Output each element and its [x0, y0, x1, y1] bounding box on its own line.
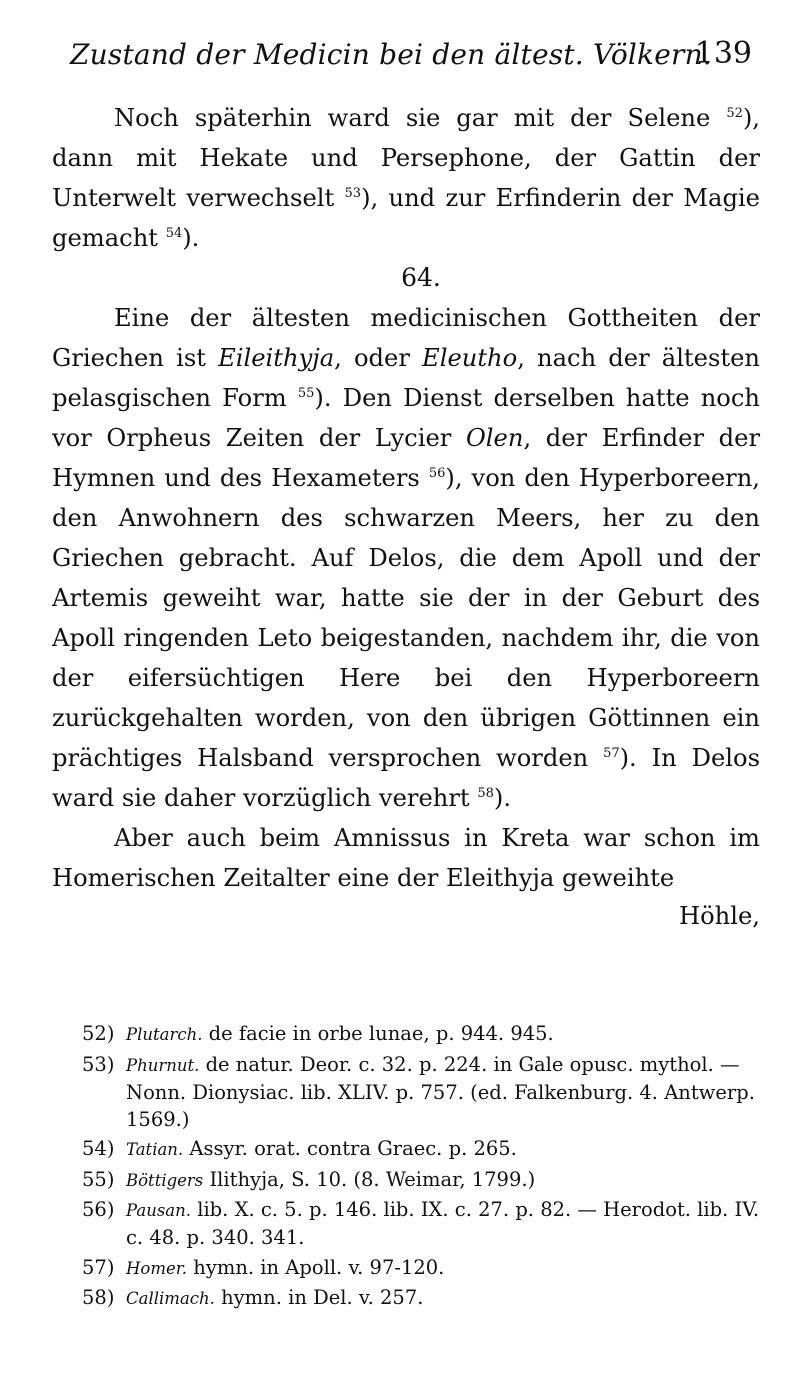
paragraph-3 [52, 818, 760, 898]
text-run: ). In Delos ward sie daher vorzüglich verehrt [52, 744, 760, 812]
footnote [82, 1020, 772, 1048]
footnote-text: de natur. Deor. c. 32. p. 224. in Gale opusc. mythol. — Nonn. Dionysiac. lib. XLIV. p. 757. (ed. Falkenburg. 4. Antwerp. 1569.) [126, 1052, 755, 1131]
footnote-ref: 55 [297, 385, 315, 401]
paragraph-2 [52, 298, 760, 818]
text-run: Noch späterhin ward sie gar mit der Selene [114, 104, 727, 132]
text-run: Eine der ältesten medicinischen Gottheiten der Griechen ist [52, 304, 760, 372]
footnote-ref: 53 [344, 185, 362, 201]
text-run: ), und zur Erfinderin der Magie gemacht [52, 184, 760, 252]
footnote [82, 1254, 772, 1282]
footnote-author: Plutarch. [126, 1025, 203, 1044]
footnote-text: Ilithyja, S. 10. (8. Weimar, 1799.) [203, 1167, 536, 1191]
text-run: ), von den Hyperboreern, den Anwohnern des schwarzen Meers, her zu den Griechen gebracht. Auf Delos, die dem Apoll und der Artemis geweiht war, hatte sie der in der Geburt des Apoll ringenden Leto beigestanden, nachdem ihr, die von der eifersüchtigen Here bei den Hyperboreern zurückgehalten worden, von den übrigen Göttinnen ein prächtiges Halsband versprochen worden [52, 464, 760, 772]
footnote-author: Callimach. [126, 1289, 215, 1308]
footnote [82, 1051, 772, 1133]
page-header [70, 28, 770, 88]
italic-name: Eleutho [422, 344, 518, 372]
text-run: ). Den Dienst derselben hatte noch vor Orpheus Zeiten der Lycier [52, 384, 760, 452]
footnote-number: 53) [82, 1052, 115, 1076]
text-run: ), dann mit Hekate und Persephone, der Gattin der Unterwelt verwechselt [52, 104, 760, 212]
footnote-number: 55) [82, 1167, 115, 1191]
footnote-author: Tatian. [126, 1140, 184, 1159]
catchword: Höhle, [679, 902, 760, 930]
footnote-text: lib. X. c. 5. p. 146. lib. IX. c. 27. p. 82. — Herodot. lib. IV. c. 48. p. 340. 341. [126, 1198, 760, 1249]
footnote-ref: 54 [165, 225, 183, 241]
footnote-text: Assyr. orat. contra Graec. p. 265. [183, 1137, 517, 1160]
footnote-ref: 58 [477, 785, 494, 801]
section-number: 64. [401, 263, 441, 292]
text-run: Aber auch beim Amnissus in Kreta war schon im Homerischen Zeitalter eine der Eleithyja geweihte [52, 824, 760, 892]
text-run: , der Erfinder der Hymnen und des Hexameters [52, 424, 761, 492]
footnotes [82, 1020, 772, 1312]
footnote-author: Böttigers [126, 1170, 204, 1190]
footnote-ref: 52 [726, 105, 743, 121]
italic-name: Olen [465, 424, 524, 452]
running-head: Zustand der Medicin bei den ältest. Völkern. [70, 38, 712, 71]
footnote-number: 54) [82, 1137, 115, 1160]
main-text [52, 98, 760, 936]
footnote-number: 58) [82, 1286, 115, 1309]
text-run: ). [493, 784, 512, 812]
italic-name: Eileithyja [218, 344, 335, 372]
footnote-author: Phurnut. [126, 1055, 200, 1075]
page-number: 139 [694, 36, 752, 71]
text-run: , nach der ältesten pelasgischen Form [52, 344, 760, 412]
footnote-text: hymn. in Del. v. 257. [214, 1286, 424, 1309]
text-run: , oder [334, 344, 423, 372]
footnote-ref: 57 [603, 745, 620, 761]
footnote-author: Pausan. [126, 1201, 192, 1220]
footnote-number: 57) [82, 1255, 115, 1279]
text-run: ). [182, 224, 200, 252]
paragraph-1 [52, 98, 760, 258]
footnote-number: 56) [82, 1198, 115, 1221]
footnote-number: 52) [82, 1022, 115, 1045]
footnote-text: hymn. in Apoll. v. 97-120. [187, 1255, 445, 1279]
footnote [82, 1284, 772, 1312]
footnote-text: de facie in orbe lunae, p. 944. 945. [202, 1022, 554, 1045]
footnote-author: Homer. [126, 1258, 188, 1278]
footnote [82, 1135, 772, 1163]
footnote [82, 1166, 772, 1194]
footnote [82, 1196, 772, 1251]
footnote-ref: 56 [428, 465, 446, 481]
